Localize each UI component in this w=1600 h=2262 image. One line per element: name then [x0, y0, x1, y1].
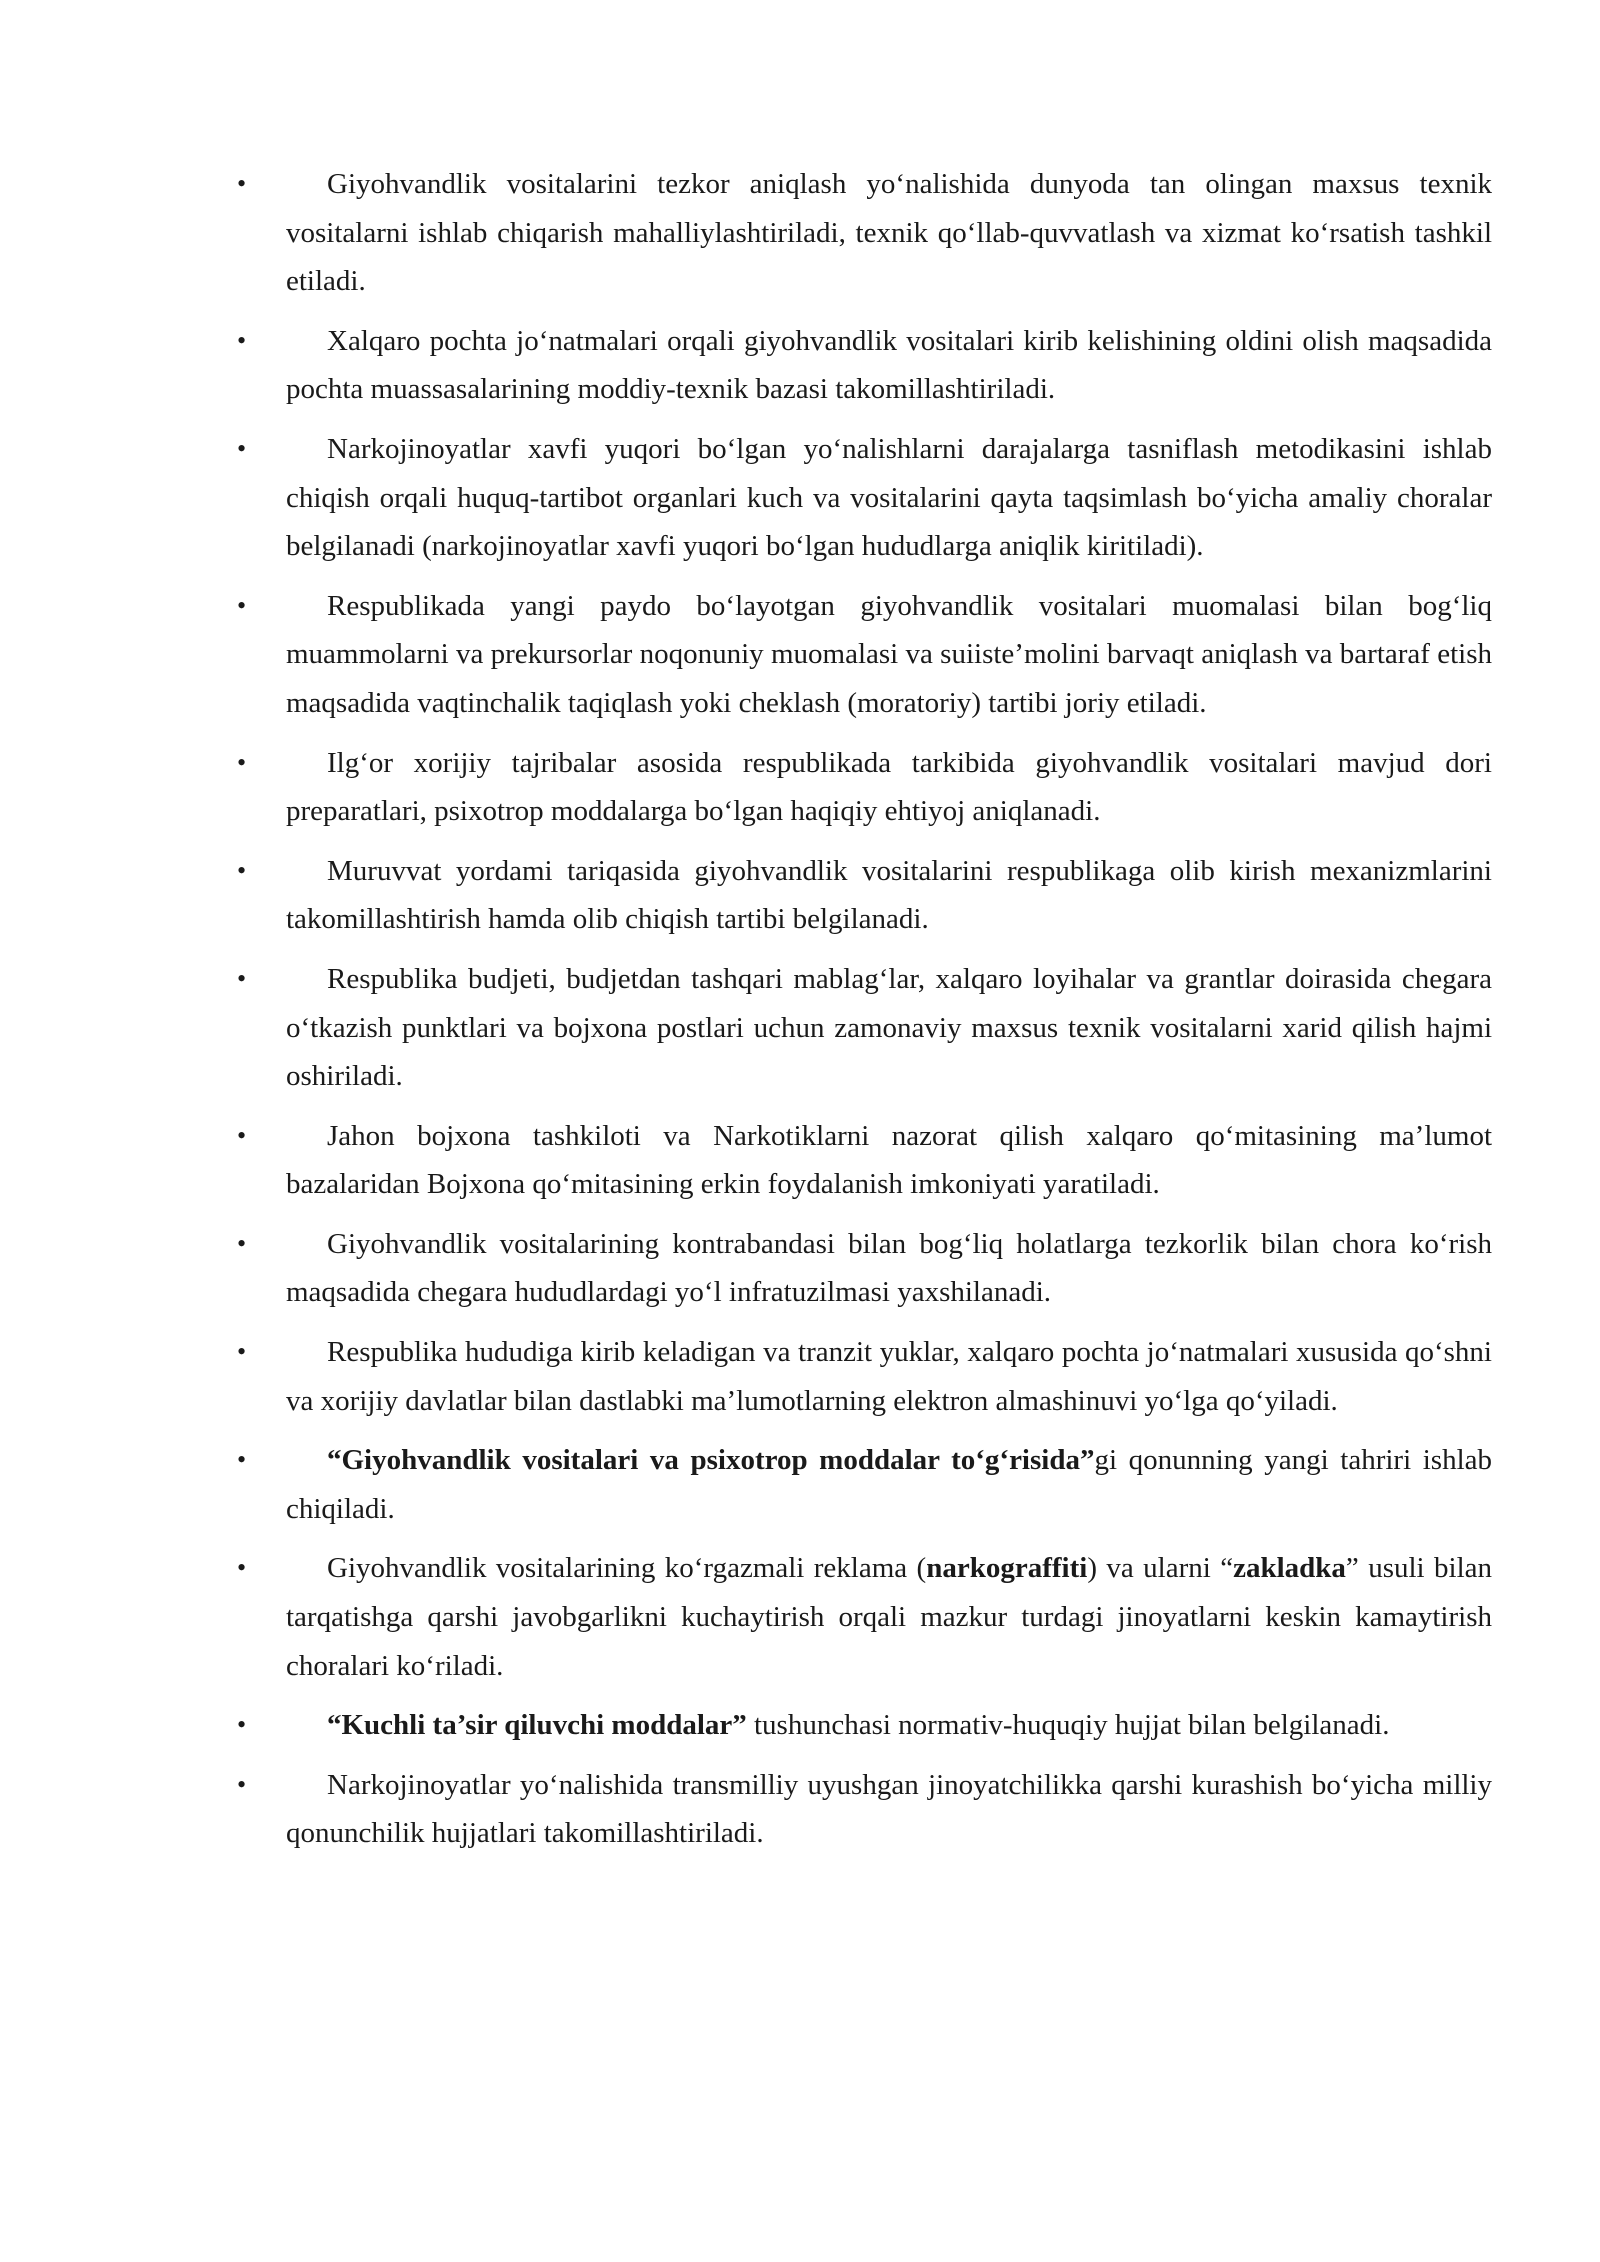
- bullet-icon: •: [237, 590, 247, 620]
- bullet-icon: •: [237, 1553, 247, 1583]
- list-item: [237, 582, 1492, 728]
- item-text: Giyohvandlik vositalarining ko‘rgazmali reklama (: [327, 1552, 927, 1585]
- list-item: [237, 847, 1492, 944]
- bold-text: “Kuchli ta’sir qiluvchi moddalar”: [327, 1709, 747, 1742]
- bullet-icon: •: [237, 1337, 247, 1367]
- bold-text: zakladka: [1233, 1552, 1346, 1585]
- bullet-icon: •: [237, 1710, 247, 1740]
- bold-text: “Giyohvandlik vositalari va psixotrop moddalar to‘g‘risida”: [327, 1444, 1095, 1477]
- item-text: gi qonunning yangi tahriri ishlab chiqiladi.: [286, 1444, 1492, 1525]
- bullet-icon: •: [237, 1228, 247, 1258]
- list-item: [237, 1436, 1492, 1533]
- item-text: Respublika budjeti, budjetdan tashqari mablag‘lar, xalqaro loyihalar va grantlar doirasida chegara o‘tkazish punktlari va bojxona postlari uchun zamonaviy maxsus texnik vositalarni xarid qilish hajmi oshiriladi.: [286, 962, 1492, 1093]
- list-item: [237, 1544, 1492, 1690]
- item-text: ) va ularni “: [1087, 1552, 1234, 1585]
- bullet-list: [237, 160, 1492, 1869]
- bullet-icon: •: [237, 169, 247, 198]
- item-text: Giyohvandlik vositalarini tezkor aniqlash yo‘nalishida dunyoda tan olingan maxsus texnik vositalarni ishlab chiqarish mahalliylashtiriladi, texnik qo‘llab-quvvatlash va xizmat ko‘rsatish tashkil etiladi.: [286, 168, 1492, 298]
- list-item: [237, 1761, 1492, 1858]
- item-text: Respublikada yangi paydo bo‘layotgan giyohvandlik vositalari muomalasi bilan bog‘liq muammolarni va prekursorlar noqonuniy muomalasi va suiiste’molini barvaqt aniqlash va bartaraf etish maqsadida vaqtinchalik taqiqlash yoki cheklash (moratoriy) tartibi joriy etiladi.: [286, 589, 1492, 719]
- item-text: ” usuli bilan tarqatishga qarshi javobgarlikni kuchaytirish orqali mazkur turdagi jinoyatlarni keskin kamaytirish choralari ko‘riladi.: [286, 1552, 1492, 1682]
- item-text: Giyohvandlik vositalarining kontrabandasi bilan bog‘liq holatlarga tezkorlik bilan chora ko‘rish maqsadida chegara hududlardagi yo‘l infratuzilmasi yaxshilanadi.: [286, 1227, 1492, 1309]
- bullet-icon: •: [237, 325, 247, 355]
- bold-text: narkograffiti: [926, 1552, 1088, 1585]
- bullet-icon: •: [237, 963, 247, 993]
- list-item: [237, 317, 1492, 414]
- item-text: Narkojinoyatlar yo‘nalishida transmilliy uyushgan jinoyatchilikka qarshi kurashish bo‘yicha milliy qonunchilik hujjatlari takomillashtiriladi.: [286, 1768, 1492, 1850]
- bullet-icon: •: [237, 1769, 247, 1799]
- list-item: [237, 1220, 1492, 1317]
- bullet-icon: •: [237, 1445, 247, 1475]
- bullet-icon: •: [237, 747, 247, 777]
- item-text: tushunchasi normativ-huquqiy hujjat bilan belgilanadi.: [746, 1709, 1390, 1742]
- list-item: [237, 1328, 1492, 1425]
- list-item: [237, 1112, 1492, 1209]
- item-text: Ilg‘or xorijiy tajribalar asosida respublikada tarkibida giyohvandlik vositalari mavjud dori preparatlari, psixotrop moddalarga bo‘lgan haqiqiy ehtiyoj aniqlanadi.: [286, 746, 1492, 828]
- item-text: Respublika hududiga kirib keladigan va tranzit yuklar, xalqaro pochta jo‘natmalari xususida qo‘shni va xorijiy davlatlar bilan dastlabki ma’lumotlarning elektron almashinuvi yo‘lga qo‘yiladi.: [286, 1336, 1492, 1417]
- item-text: Jahon bojxona tashkiloti va Narkotiklarni nazorat qilish xalqaro qo‘mitasining ma’lumot bazalaridan Bojxona qo‘mitasining erkin foydalanish imkoniyati yaratiladi.: [286, 1119, 1492, 1201]
- list-item: [237, 739, 1492, 836]
- list-item: [237, 1701, 1492, 1750]
- item-text: Xalqaro pochta jo‘natmalari orqali giyohvandlik vositalari kirib kelishining oldini olish maqsadida pochta muassasalarining moddiy-texnik bazasi takomillashtiriladi.: [286, 324, 1492, 406]
- item-text: Narkojinoyatlar xavfi yuqori bo‘lgan yo‘nalishlarni darajalarga tasniflash metodikasini ishlab chiqish orqali huquq-tartibot organlari kuch va vositalarini qayta taqsimlash bo‘yicha amaliy choralar belgilanadi (narkojinoyatlar xavfi yuqori bo‘lgan hududlarga aniqlik kiritiladi).: [286, 432, 1492, 563]
- list-item: [237, 425, 1492, 571]
- bullet-icon: •: [237, 433, 247, 463]
- bullet-icon: •: [237, 1120, 247, 1150]
- bullet-icon: •: [237, 855, 247, 885]
- item-text: Muruvvat yordami tariqasida giyohvandlik vositalarini respublikaga olib kirish mexanizmlarini takomillashtirish hamda olib chiqish tartibi belgilanadi.: [286, 854, 1492, 936]
- list-item: [237, 160, 1492, 306]
- list-item: [237, 955, 1492, 1101]
